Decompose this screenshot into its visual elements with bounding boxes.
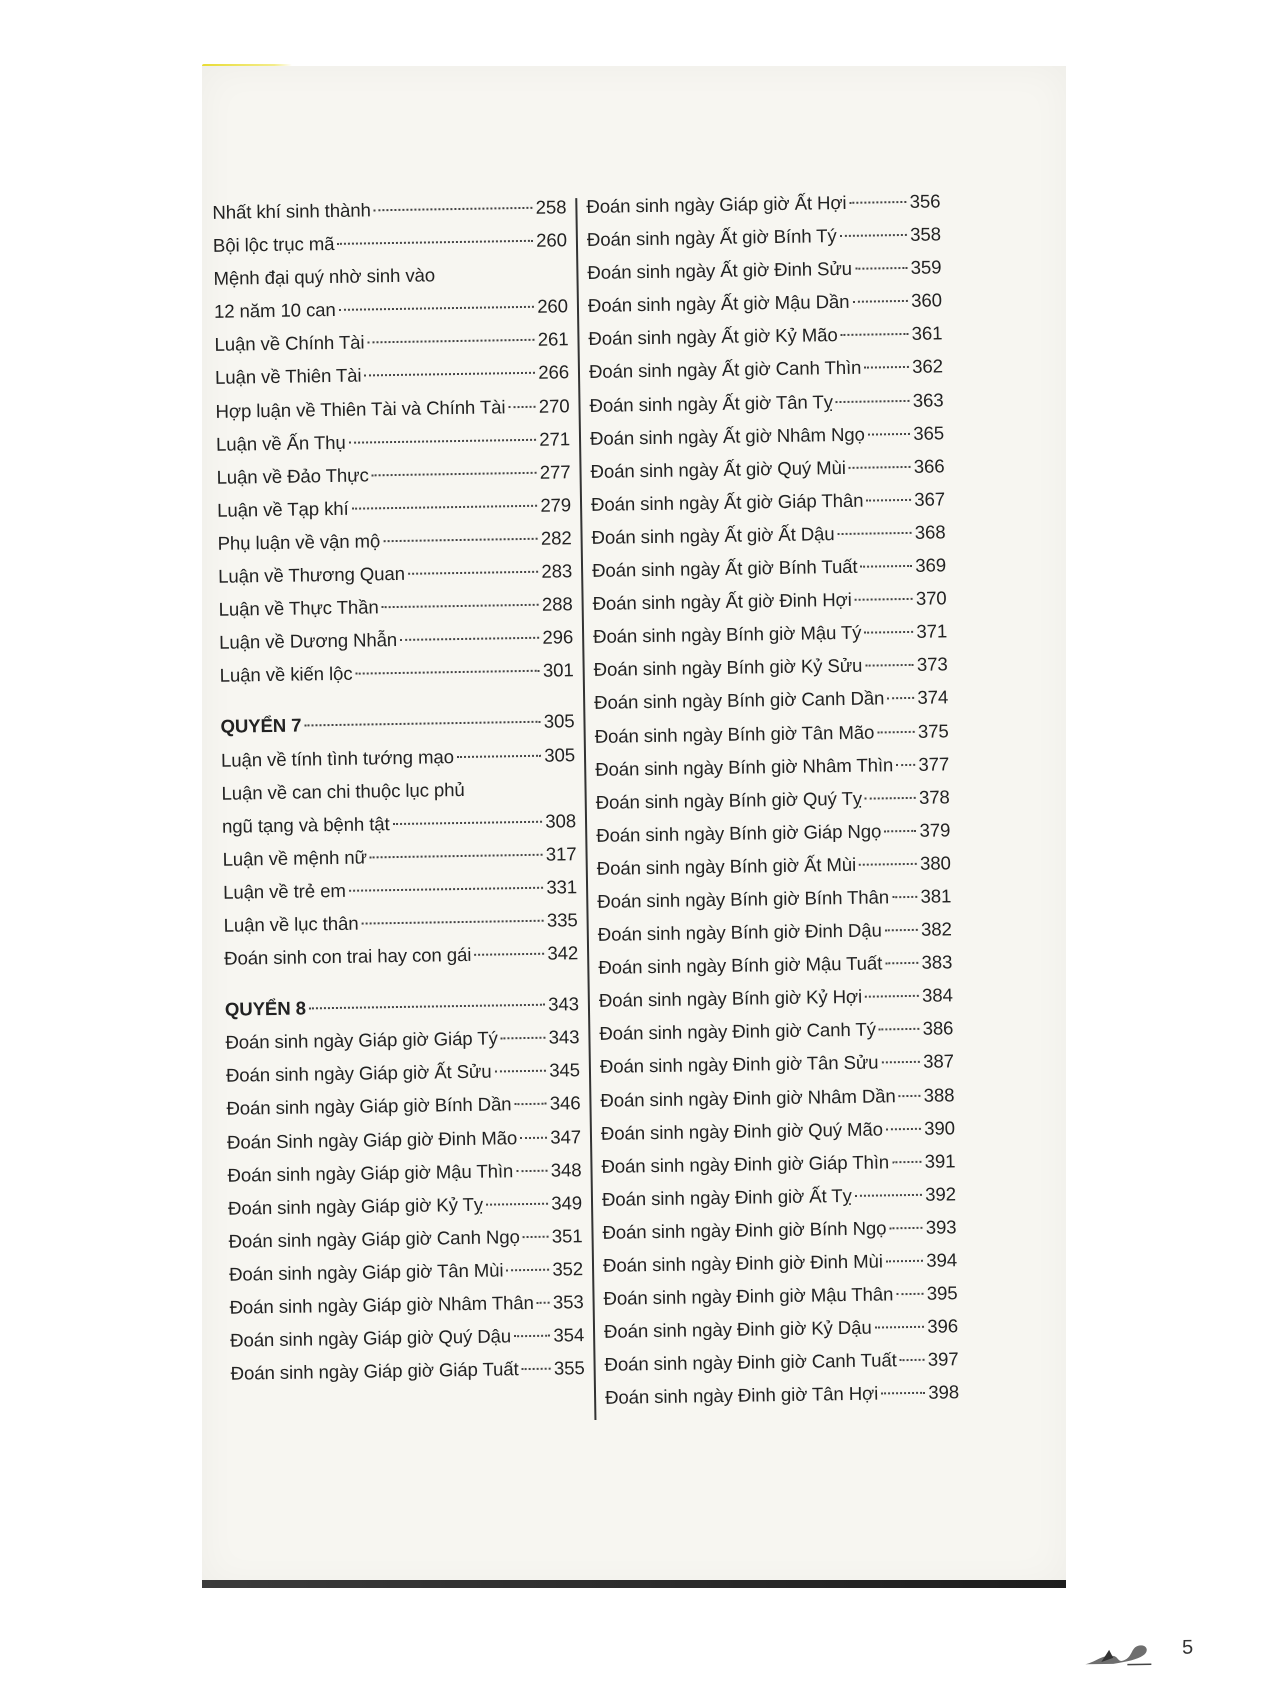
dot-leader [886,1260,923,1263]
toc-entry-page: 381 [920,885,952,907]
toc-entry-page: 384 [921,984,953,1007]
toc-entry-page: 279 [540,494,572,516]
toc-entry [215,395,569,434]
toc-entry-page: 308 [545,809,577,832]
dot-leader [889,1227,922,1230]
toc-entry-page: 374 [917,686,949,709]
toc-entry-title: Đoán sinh ngày Ất giờ Kỷ Mão [588,324,838,350]
toc-entry [603,1249,957,1288]
toc-entry-title: 12 năm 10 can [213,299,336,323]
toc-entry-page: 398 [928,1381,960,1404]
page-number: 5 [1181,1636,1194,1659]
dot-leader [339,306,535,311]
toc-entry-page: 359 [910,256,942,279]
toc-entry-title: Luận về mệnh nữ [222,846,368,870]
dot-leader [886,1127,921,1130]
toc-entry-title: Đoán sinh ngày Giáp giờ Kỷ Tỵ [227,1193,484,1219]
dot-leader [885,962,918,965]
toc-entry-page: 296 [542,626,574,648]
toc-entry [587,223,941,262]
toc-entry [212,196,566,235]
toc-entry-page: 382 [920,918,952,940]
dot-leader [852,300,908,303]
toc-entry-page: 371 [916,620,948,643]
toc-entry-page: 345 [549,1059,581,1081]
toc-entry [602,1216,956,1255]
toc-entry [223,909,577,948]
toc-entry-page: 277 [539,460,571,483]
dot-leader [349,438,537,443]
toc-entry-page: 393 [925,1216,957,1238]
toc-entry-title: ngũ tạng và bệnh tật [221,812,390,837]
toc-entry-title: Đoán sinh ngày Giáp giờ Bính Dần [226,1093,512,1120]
toc-entry [231,1357,585,1396]
dot-leader [522,1368,551,1370]
toc-entry-title: Đoán sinh ngày Ất giờ Bính Tý [586,225,837,251]
toc-entry [600,1084,954,1123]
toc-entry-title: Luận về tính tình tướng mạo [220,745,454,771]
toc-entry-title: Đoán sinh ngày Ất giờ Đinh Sửu [587,257,853,284]
toc-entry [599,1018,953,1057]
dot-leader [861,565,913,568]
toc-entry-title: Đoán sinh ngày Ất giờ Nhâm Ngọ [589,423,865,449]
toc-entry-title: Đoán sinh ngày Giáp giờ Giáp Tý [225,1027,498,1053]
toc-entry-title: Đoán sinh ngày Bính giờ Mậu Tý [592,621,862,648]
toc-entry-page: 394 [926,1249,958,1271]
toc-entry-page: 392 [925,1183,957,1205]
toc-entry [591,488,945,527]
toc-entry-page: 368 [914,521,946,543]
toc-entry-page: 261 [537,328,569,351]
dot-leader [355,670,539,675]
toc-entry [217,494,571,533]
dot-leader [361,920,543,925]
dot-leader [514,1103,546,1106]
dot-leader [367,339,534,344]
toc-entry-page: 360 [911,289,943,312]
toc-entry-page: 358 [909,223,942,245]
toc-entry-title: Phụ luận về vận mộ [217,530,381,554]
dot-leader [495,1070,547,1073]
toc-entry-page: 352 [552,1258,584,1280]
toc-entry-title: Luận về Dương Nhẫn [219,629,398,654]
toc-entry [229,1258,583,1297]
dot-leader [383,538,538,542]
toc-entry-page: 388 [923,1083,955,1106]
toc-entry-title: Đoán sinh ngày Đinh giờ Mậu Thân [603,1283,894,1309]
toc-entry-page: 390 [924,1116,956,1139]
toc-entry-title: Đoán sinh ngày Đinh giờ Tân Sửu [599,1051,879,1078]
dot-leader [877,730,915,733]
toc-entry [586,190,940,229]
toc-entry-title: Đoán sinh ngày Ất giờ Quý Mùi [590,456,846,482]
dot-leader [349,887,544,892]
toc-entry-title: Đoán sinh ngày Giáp giờ Canh Ngọ [228,1225,520,1252]
dot-leader [516,1169,548,1171]
dot-leader [382,604,539,608]
toc-column-left [212,196,585,1396]
toc-entry-page: 283 [541,560,573,582]
toc-entry-page: 270 [538,394,570,417]
toc-entry-title: Đoán sinh ngày Đinh giờ Nhâm Dần [600,1084,896,1111]
toc-entry [213,262,567,301]
toc-entry-title: Đoán sinh ngày Ất giờ Mậu Dần [587,291,850,317]
toc-entry-page: 361 [911,322,943,345]
toc-entry [604,1315,958,1354]
toc-entry-page: 369 [915,554,947,576]
toc-entry [224,942,578,981]
dot-leader [849,466,911,469]
dot-leader [892,1161,922,1163]
toc-entry-page: 379 [919,819,951,841]
toc-entry-title: Đoán sinh ngày Bính giờ Quý Tỵ [595,787,863,813]
toc-entry-title: Đoán sinh ngày Giáp giờ Nhâm Thân [229,1291,534,1318]
toc-entry-page: 380 [919,852,951,874]
dot-leader [855,267,908,270]
toc-entry-page: 288 [541,593,573,615]
toc-entry-title: Đoán sinh ngày Bính giờ Kỷ Sửu [593,655,863,681]
toc-entry-page: 260 [537,295,569,318]
toc-entry [219,593,573,632]
toc-entry [220,660,574,699]
toc-entry [589,389,943,428]
dot-leader [309,1004,545,1010]
toc-entry [599,985,953,1024]
toc-entry-title: Mệnh đại quý nhờ sinh vào [213,264,436,290]
toc-entry-title: Luận về lục thân [223,912,359,936]
toc-entry-title: Luận về can chi thuộc lục phủ [221,778,465,804]
dot-leader [840,234,908,237]
toc-entry-title: Luận về Ấn Thụ [215,431,346,455]
toc-entry-title: Đoán sinh ngày Giáp giờ Giáp Tuất [230,1358,519,1384]
toc-entry [222,843,576,882]
toc-entry-title: Đoán sinh ngày Giáp giờ Tân Mùi [228,1259,504,1285]
toc-entry [598,918,952,957]
toc-entry [588,290,942,329]
toc-entry-page: 370 [915,587,947,609]
toc-entry [593,654,947,693]
toc-entry-title: Đoán sinh ngày Bính giờ Ất Mùi [596,853,857,879]
toc-entry-page: 348 [550,1158,582,1181]
toc-entry-page: 351 [551,1224,583,1247]
toc-entry [595,753,949,792]
toc-entry-page: 383 [921,951,953,973]
toc-entry-title: Đoán sinh con trai hay con gái [223,943,472,969]
toc-entry-page: 377 [918,752,950,775]
toc-entry [221,744,575,783]
toc-entry [226,1093,580,1132]
toc-entry-title: QUYỂN 8 [224,997,307,1020]
toc-entry-page: 362 [912,355,944,378]
toc-entry-title: Đoán sinh ngày Ất giờ Canh Thìn [588,357,862,383]
toc-entry-title: Đoán sinh ngày Đinh giờ Đinh Mùi [602,1250,883,1276]
dot-leader [838,532,912,535]
toc-entry [217,527,571,566]
toc-entry [216,461,570,500]
toc-entry-title: Đoán sinh ngày Giáp giờ Mậu Thìn [227,1159,514,1186]
table-of-contents [212,190,1194,1659]
toc-entry [223,876,577,915]
toc-entry-title: Đoán sinh ngày Đinh giờ Canh Tý [599,1018,876,1045]
page-footer [1083,1635,1194,1673]
toc-entry-title: Đoán sinh ngày Đinh giờ Ất Tỵ [601,1184,852,1210]
toc-entry [588,323,942,362]
toc-entry-title: Luận về trẻ em [222,879,346,903]
toc-entry-title: Luận về Thương Quan [217,562,406,587]
toc-entry [222,810,576,849]
toc-entry-page: 335 [546,909,578,931]
toc-entry-title: Đoán sinh ngày Đinh giờ Kỷ Dậu [603,1316,872,1343]
toc-entry-page: 355 [553,1357,585,1379]
toc-entry-page: 366 [913,455,945,477]
toc-entry [605,1382,959,1421]
toc-entry-page: 396 [927,1315,959,1337]
toc-entry [590,422,944,461]
toc-entry-page: 373 [916,653,948,676]
toc-entry-page: 349 [551,1191,583,1214]
dot-leader [868,433,910,436]
dot-leader [537,1302,550,1304]
toc-entry [603,1282,957,1321]
toc-entry-page: 271 [539,427,571,450]
toc-entry-title: Đoán sinh ngày Bính giờ Bính Thân [597,886,890,912]
toc-entry-page: 258 [535,196,567,218]
toc-section-heading [225,993,579,1032]
toc-entry-page: 266 [538,361,570,384]
dot-leader [501,1037,546,1040]
toc-entry-title: Đoán sinh ngày Bính giờ Canh Dần [594,687,885,714]
dot-leader [849,201,906,204]
toc-entry [230,1324,584,1363]
dot-leader [855,598,913,601]
dot-leader [508,405,535,407]
toc-entry-title: Đoán sinh ngày Bính giờ Mậu Tuất [598,952,883,979]
toc-entry-page: 353 [552,1291,584,1313]
toc-entry-title: Đoán sinh ngày Đinh giờ Giáp Thìn [601,1151,890,1177]
toc-entry-title: Luận về Thiên Tài [214,364,362,389]
toc-entry [589,356,943,395]
toc-entry-title: Đoán sinh ngày Bính giờ Giáp Ngọ [596,820,882,846]
toc-entry [597,852,951,891]
toc-entry [600,1051,954,1090]
toc-entry [604,1349,958,1388]
toc-entry [213,229,567,268]
toc-entry [597,885,951,924]
cover-edge-bottom [202,1580,1066,1588]
dot-leader [372,472,537,477]
dot-leader [899,1094,921,1096]
toc-entry-page: 347 [550,1125,582,1148]
toc-entry [601,1117,955,1156]
toc-entry-title: Nhất khí sinh thành [212,199,371,223]
toc-entry-page: 282 [540,527,572,549]
dot-leader [865,995,919,998]
dot-leader [885,929,918,932]
dot-leader [393,820,543,824]
toc-entry-page: 356 [909,190,941,212]
dot-leader [506,1269,549,1272]
toc-entry-page: 395 [926,1282,958,1304]
toc-entry-page: 305 [544,743,576,766]
toc-entry-page: 387 [922,1050,955,1073]
toc-entry [214,296,568,335]
toc-entry [221,777,575,816]
toc-entry-title: Đoán sinh ngày Giáp giờ Quý Dậu [229,1325,512,1351]
dot-leader [900,1359,925,1361]
toc-entry-page: 391 [924,1150,956,1172]
toc-entry [587,257,941,296]
toc-entry-title: Đoán sinh ngày Giáp giờ Ất Sửu [225,1060,492,1087]
toc-entry [216,428,570,467]
toc-entry-page: 386 [922,1017,954,1040]
toc-entry-title: Đoán sinh ngày Giáp giờ Ất Hợi [586,191,847,217]
toc-entry [227,1126,581,1165]
toc-entry-page: 331 [546,876,578,898]
toc-entry-title: Đoán sinh ngày Ất giờ Bính Tuất [591,555,858,581]
toc-entry [228,1192,582,1231]
toc-entry-title: Đoán Sinh ngày Giáp giờ Đinh Mão [226,1126,518,1153]
dot-leader [374,207,533,211]
toc-entry-title: Đoán sinh ngày Đinh giờ Canh Tuất [604,1349,897,1376]
toc-entry [594,687,948,726]
dot-leader [859,863,917,866]
toc-entry-title: Đoán sinh ngày Ất giờ Đinh Hợi [592,588,852,615]
toc-entry [590,455,944,494]
dot-leader [864,631,913,634]
toc-entry [229,1291,583,1330]
toc-entry [215,362,569,401]
toc-entry-title: Đoán sinh ngày Ất giờ Ất Dậu [591,523,835,548]
toc-column-right [586,190,959,1420]
toc-entry-title: Đoán sinh ngày Đinh giờ Quý Mão [600,1118,884,1144]
toc-entry-title: Luận về Đảo Thực [216,464,369,488]
toc-entry-page: 305 [543,710,575,733]
toc-entry-page: 375 [917,719,949,742]
toc-entry-title: Hợp luận về Thiên Tài và Chính Tài [215,395,506,422]
toc-entry [214,329,568,368]
dot-leader [836,399,910,402]
toc-entry-title: Đoán sinh ngày Bính giờ Nhâm Thìn [595,753,894,780]
toc-entry-page: 346 [549,1092,581,1115]
toc-entry [225,1026,579,1065]
dot-leader [865,664,914,667]
toc-entry [596,786,950,825]
toc-entry [227,1159,581,1198]
toc-entry-page: 343 [548,1026,580,1048]
toc-entry-title: Đoán sinh ngày Đinh giờ Bính Ngọ [602,1217,887,1243]
toc-entry-page: 365 [913,422,945,444]
toc-entry-page: 363 [912,388,944,411]
dot-leader [875,1326,925,1329]
dot-leader [352,505,538,510]
toc-entry-page: 367 [914,488,946,510]
dot-leader [337,240,533,245]
dot-leader [896,763,915,765]
dot-leader [864,366,909,369]
toc-entry-title: Đoán sinh ngày Bính giờ Tân Mão [594,721,875,747]
toc-entry-title: Bội lộc trục mã [212,233,335,256]
dot-leader [855,1194,923,1197]
toc-entry-page: 354 [553,1324,585,1346]
dot-leader [865,797,916,800]
toc-entry-page: 317 [545,842,577,865]
toc-entry [219,626,573,665]
toc-entry [592,554,946,593]
brush-flourish-icon [1083,1639,1153,1668]
dot-leader [474,953,544,956]
dot-leader [896,1293,923,1295]
toc-entry-title: Đoán sinh ngày Bính giờ Đinh Dậu [597,919,882,945]
dot-leader [881,1061,920,1064]
dot-leader [881,1392,925,1395]
toc-entry-title: Luận về kiến lộc [219,663,353,687]
toc-entry-title: Đoán sinh ngày Đinh giờ Tân Hợi [604,1382,879,1409]
dot-leader [892,896,917,898]
toc-entry [591,521,945,560]
toc-entry [595,720,949,759]
dot-leader [364,372,535,377]
toc-entry-page: 378 [918,786,950,808]
toc-entry-title: Luận về Chính Tài [214,331,365,356]
toc-entry [228,1225,582,1264]
dot-leader [304,721,540,727]
dot-leader [866,499,911,502]
toc-entry [592,587,946,626]
toc-entry [601,1150,955,1189]
dot-leader [884,830,916,833]
dot-leader [514,1335,550,1338]
toc-entry-title: Đoán sinh ngày Bính giờ Kỷ Hợi [598,985,863,1012]
dot-leader [887,697,914,699]
toc-entry [218,560,572,599]
toc-entry-page: 343 [548,993,580,1015]
toc-entry-title: Luận về Thực Thần [218,596,379,620]
toc-entry [598,951,952,990]
dot-leader [841,333,909,336]
toc-entry-page: 342 [547,942,579,964]
toc-entry-page: 301 [542,659,574,682]
toc-entry-title: QUYỂN 7 [220,714,302,738]
dot-leader [520,1136,547,1138]
toc-section-heading [220,711,574,750]
dot-leader [486,1202,548,1205]
toc-entry [596,819,950,858]
dot-leader [879,1028,920,1031]
toc-entry-page: 260 [536,229,568,251]
dot-leader [523,1235,549,1237]
toc-entry-page: 397 [927,1348,959,1371]
dot-leader [457,754,541,757]
toc-entry [226,1060,580,1099]
dot-leader [408,571,538,575]
toc-entry-title: Đoán sinh ngày Ất giờ Giáp Thân [590,489,864,515]
toc-entry-title: Đoán sinh ngày Ất giờ Tân Tỵ [589,390,833,416]
dot-leader [370,854,543,859]
toc-entry-title: Luận về Tạp khí [216,497,349,521]
toc-entry [593,621,947,660]
dot-leader [400,637,539,641]
toc-entry [602,1183,956,1222]
